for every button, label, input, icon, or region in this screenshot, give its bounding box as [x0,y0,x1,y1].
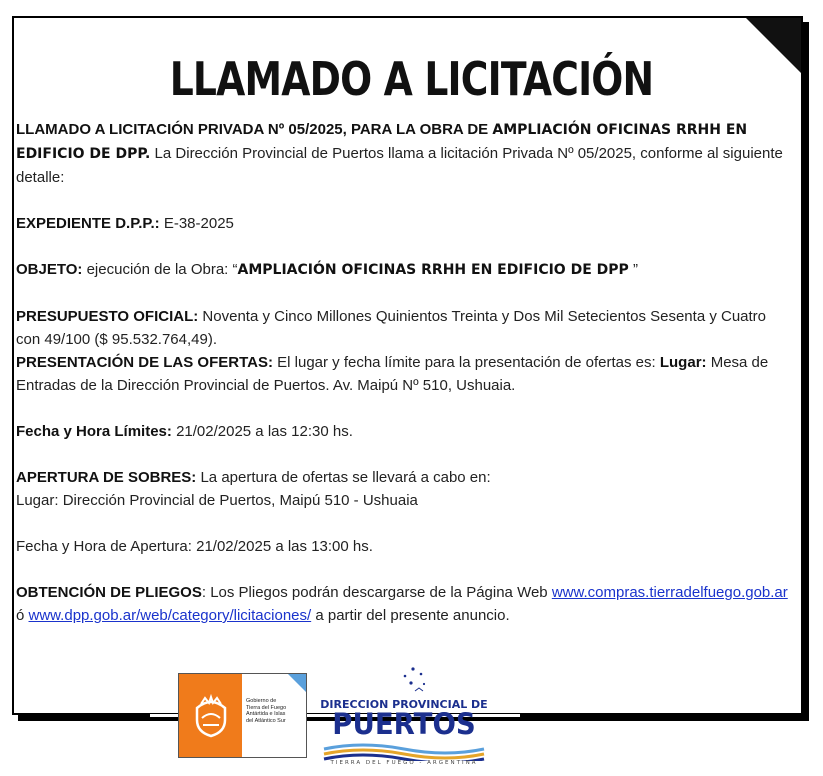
apertura-line [16,466,791,489]
presupuesto-paragraph [16,305,791,351]
compras-link[interactable]: www.compras.tierradelfuego.gob.ar [551,584,788,601]
apertura-label: APERTURA DE SOBRES: [16,469,197,486]
expediente-label: EXPEDIENTE D.P.P.: [16,215,160,232]
presentacion-lugar-label: Lugar: [659,354,707,371]
presentacion-label: PRESENTACIÓN DE LAS OFERTAS: [16,354,273,371]
presentacion-lugar: Mesa de Entradas de la Dirección Provincial de Puertos. Av. Maipú Nº 510, Ushuaia. [16,354,769,394]
pliegos-label: OBTENCIÓN DE PLIEGOS [16,584,202,601]
objeto-label: OBJETO: [16,261,83,278]
tdf-line: Tierra del Fuego [246,704,287,711]
objeto-line [16,258,791,282]
fecha-limite-line [16,420,791,443]
dpp-name: PUERTOS [332,707,476,741]
notice-body [16,118,791,627]
stars-icon [393,665,433,695]
objeto-close: ” [628,261,638,278]
objeto-text: ejecución de la Obra: “ [86,261,238,278]
apertura-lugar: Lugar: Dirección Provincial de Puertos, Maipú 510 - Ushuaia [16,492,418,509]
presupuesto-text: Noventa y Cinco Millones Quinientos Treinta y Dos Mil Setecientos Sesenta y Cuatro con 49/100 ($ 95.532.764,49). [16,308,767,348]
tdf-government-logo [178,673,307,758]
dpp-subtitle: TIERRA DEL FUEGO - ARGENTINA [330,760,478,766]
folded-corner [746,18,801,73]
apertura-text: La apertura de ofertas se llevará a cabo en: [200,469,491,486]
presentacion-paragraph [16,351,791,397]
dpp-licitaciones-link[interactable]: www.dpp.gob.ar/web/category/licitaciones/ [28,607,312,624]
fecha-limite-label: Fecha y Hora Límites: [16,423,172,440]
tdf-line: Antártida e Islas [246,711,286,717]
presupuesto-label: PRESUPUESTO OFICIAL: [16,308,199,325]
intro-bold-a: LLAMADO A LICITACIÓN PRIVADA Nº 05/2025, PARA LA OBRA DE [16,121,489,138]
pliegos-paragraph [16,581,791,627]
tdf-coat-of-arms-icon [179,674,242,757]
tdf-text [242,674,306,757]
intro-text: La Dirección Provincial de Puertos llama a licitación Privada Nº 05/2025, conforme al siguiente detalle: [16,145,783,186]
page-title: LLAMADO A LICITACIÓN [169,52,654,106]
expediente-value: E-38-2025 [163,215,234,232]
expediente-line [16,212,791,235]
dpp-puertos-logo [318,665,490,773]
tdf-line: Gobierno de [246,698,277,704]
intro-bold-b: AMPLIACIÓN OFICINAS RRHH EN EDIFICIO DE DPP. [16,122,748,162]
pliegos-tail: a partir del presente anuncio. [311,607,510,624]
pliegos-text: : Los Pliegos podrán descargarse de la Página Web [201,584,548,601]
apertura-fecha: Fecha y Hora de Apertura: 21/02/2025 a las 13:00 hs. [16,538,373,555]
presentacion-text: El lugar y fecha límite para la presentación de ofertas es: [277,354,656,371]
waves-icon [322,743,486,761]
objeto-obra: AMPLIACIÓN OFICINAS RRHH EN EDIFICIO DE DPP [237,262,629,278]
tdf-line: del Atlántico Sur [246,717,286,724]
pliegos-mid: ó [16,607,25,624]
dpp-title: DIRECCION PROVINCIAL DE [320,698,488,711]
intro-paragraph [16,118,791,189]
tdf-corner-triangle [288,674,306,692]
fecha-limite-value: 21/02/2025 a las 12:30 hs. [176,423,353,440]
